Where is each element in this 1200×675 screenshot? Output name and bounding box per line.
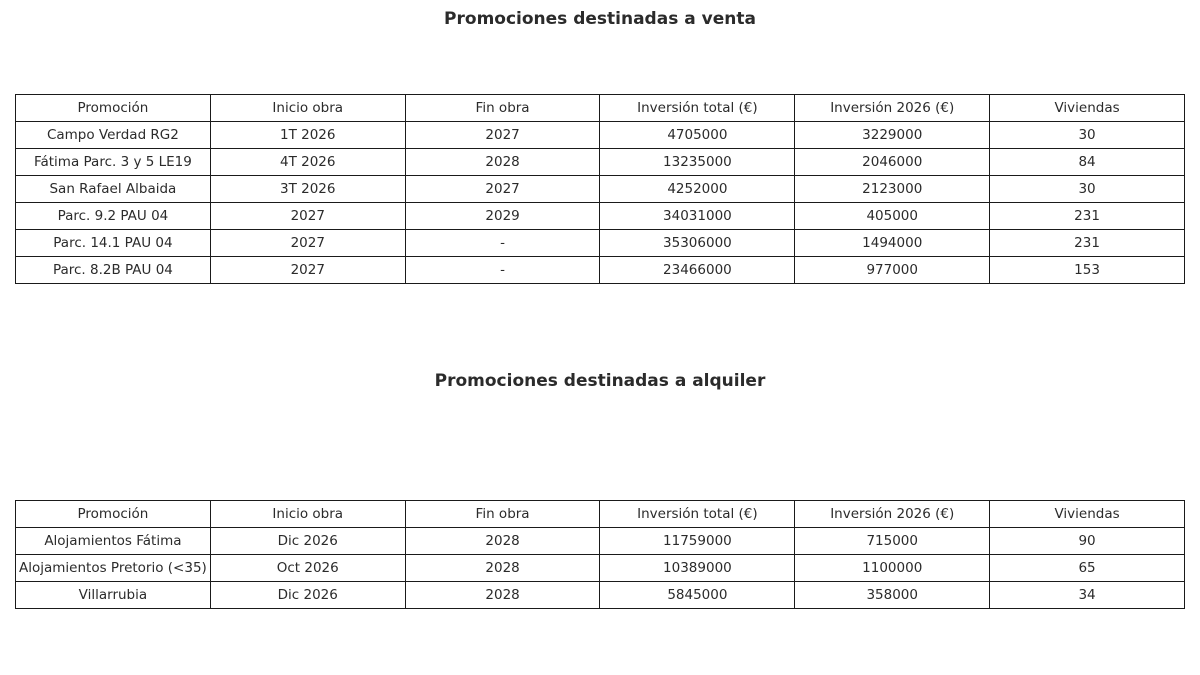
table-cell: 30 [990,122,1185,149]
table-cell: 4T 2026 [210,149,405,176]
table-cell: Dic 2026 [210,582,405,609]
table-cell: 11759000 [600,528,795,555]
table-cell: 65 [990,555,1185,582]
table-cell: Villarrubia [16,582,211,609]
table-cell: 34031000 [600,203,795,230]
rental-table-title: Promociones destinadas a alquiler [434,371,766,391]
column-header: Inversión 2026 (€) [795,95,990,122]
column-header: Promoción [16,95,211,122]
table-cell: Dic 2026 [210,528,405,555]
table-cell: 2028 [405,555,600,582]
table-cell: 358000 [795,582,990,609]
column-header: Inversión 2026 (€) [795,501,990,528]
column-header: Inversión total (€) [600,95,795,122]
table-cell: Oct 2026 [210,555,405,582]
table-cell: 2027 [210,203,405,230]
table-cell: Parc. 14.1 PAU 04 [16,230,211,257]
table-header-row [16,501,1185,528]
table-row [16,528,1185,555]
table-cell: 405000 [795,203,990,230]
table-cell: 2123000 [795,176,990,203]
table-cell: Parc. 9.2 PAU 04 [16,203,211,230]
column-header: Fin obra [405,501,600,528]
table-cell: 2029 [405,203,600,230]
column-header: Inversión total (€) [600,501,795,528]
table-cell: Parc. 8.2B PAU 04 [16,257,211,284]
table-cell: 2027 [210,230,405,257]
table-cell: San Rafael Albaida [16,176,211,203]
table-row [16,555,1185,582]
column-header: Inicio obra [210,501,405,528]
table-cell: 13235000 [600,149,795,176]
table-cell: 2028 [405,528,600,555]
table-cell: Alojamientos Fátima [16,528,211,555]
table-cell: 90 [990,528,1185,555]
table-cell: Campo Verdad RG2 [16,122,211,149]
table-cell: Fátima Parc. 3 y 5 LE19 [16,149,211,176]
table-row [16,149,1185,176]
column-header: Viviendas [990,95,1185,122]
table-cell: - [405,230,600,257]
table-cell: 1494000 [795,230,990,257]
table-cell: 231 [990,230,1185,257]
table-cell: 35306000 [600,230,795,257]
table-cell: 5845000 [600,582,795,609]
column-header: Inicio obra [210,95,405,122]
table-cell: 2028 [405,149,600,176]
sale-table-title: Promociones destinadas a venta [444,9,756,29]
table-row [16,230,1185,257]
table-cell: 1T 2026 [210,122,405,149]
table-cell: 715000 [795,528,990,555]
table-row [16,203,1185,230]
table-cell: 4705000 [600,122,795,149]
table-cell: 231 [990,203,1185,230]
table-row [16,122,1185,149]
table-cell: 3229000 [795,122,990,149]
table-row [16,582,1185,609]
table-cell: 153 [990,257,1185,284]
table-cell: 2046000 [795,149,990,176]
table-cell: 1100000 [795,555,990,582]
table-cell: 84 [990,149,1185,176]
table-cell: 2027 [210,257,405,284]
table-row [16,176,1185,203]
table-cell: 23466000 [600,257,795,284]
table-cell: 10389000 [600,555,795,582]
table-cell: - [405,257,600,284]
table-cell: 2028 [405,582,600,609]
column-header: Viviendas [990,501,1185,528]
column-header: Fin obra [405,95,600,122]
sale-promotions-table [15,94,1185,284]
table-cell: 977000 [795,257,990,284]
table-row [16,257,1185,284]
rental-promotions-table [15,500,1185,609]
table-cell: 30 [990,176,1185,203]
table-cell: 2027 [405,122,600,149]
table-cell: 4252000 [600,176,795,203]
table-cell: 3T 2026 [210,176,405,203]
table-cell: 34 [990,582,1185,609]
table-cell: 2027 [405,176,600,203]
table-cell: Alojamientos Pretorio (<35) [16,555,211,582]
table-header-row [16,95,1185,122]
column-header: Promoción [16,501,211,528]
